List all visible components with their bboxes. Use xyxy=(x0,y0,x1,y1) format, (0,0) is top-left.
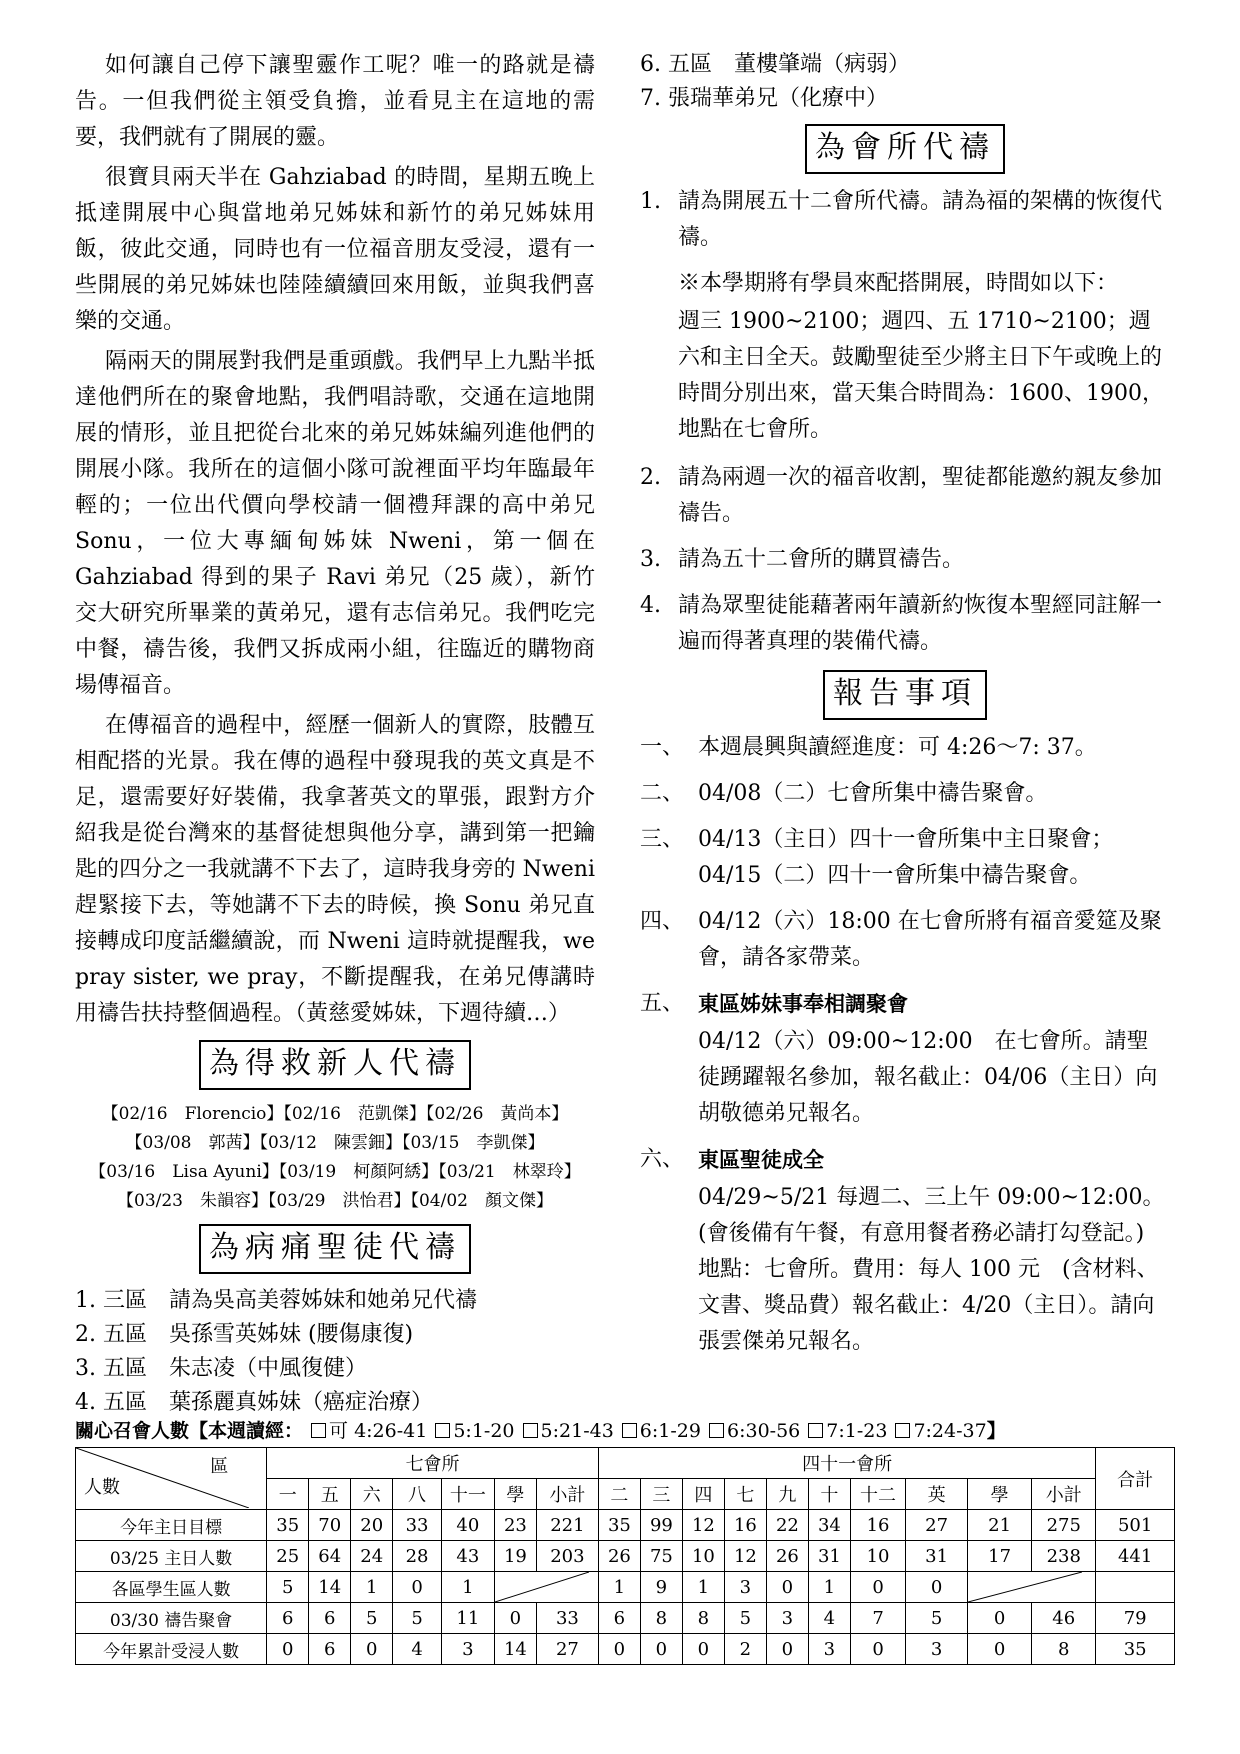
meeting-hall-title: 為會所代禱 xyxy=(805,124,1005,174)
district-header: 十二 xyxy=(850,1479,905,1510)
item-text: 04/08（二）七會所集中禱告聚會。 xyxy=(698,781,1048,806)
item-text: 04/13（主日）四十一會所集中主日聚會；04/15（二）四十一會所集中禱告聚會。 xyxy=(698,827,1114,888)
table-cell: 21 xyxy=(968,1510,1032,1541)
table-header-row xyxy=(76,1448,1175,1479)
table-cell: 43 xyxy=(441,1541,494,1572)
reading-label: 【本週讀經： xyxy=(189,1420,304,1442)
district-header: 六 xyxy=(351,1479,393,1510)
district-header: 十 xyxy=(808,1479,850,1510)
table-cell: 24 xyxy=(351,1541,393,1572)
announcement-heading: 東區聖徒成全 xyxy=(698,1148,824,1172)
table-cell: 5 xyxy=(393,1603,442,1634)
table-cell: 0 xyxy=(267,1634,309,1665)
new-believers-row: 【03/08 郭茜】【03/12 陳雲鈿】【03/15 李凱傑】 xyxy=(125,1133,545,1153)
reading-option: 6:1-29 xyxy=(639,1420,701,1442)
list-item: 4. 五區 葉孫麗真姊妹（癌症治療） xyxy=(75,1390,433,1415)
table-cell: 0 xyxy=(682,1634,724,1665)
table-cell: 238 xyxy=(1032,1541,1096,1572)
table-cell: 16 xyxy=(724,1510,766,1541)
district-header: 學 xyxy=(968,1479,1032,1510)
table-cell: 0 xyxy=(968,1603,1032,1634)
reading-option: 7:1-23 xyxy=(826,1420,888,1442)
district-header: 四 xyxy=(682,1479,724,1510)
attendance-header xyxy=(75,1418,1175,1444)
table-cell: 3 xyxy=(441,1634,494,1665)
table-cell: 7 xyxy=(850,1603,905,1634)
table-cell: 64 xyxy=(309,1541,351,1572)
district-header: 小計 xyxy=(1032,1479,1096,1510)
reading-checkbox[interactable] xyxy=(709,1423,724,1438)
sick-saints-title: 為病痛聖徒代禱 xyxy=(199,1224,471,1274)
row-label: 今年主日目標 xyxy=(76,1510,267,1541)
table-cell: 3 xyxy=(766,1603,808,1634)
sick-saints-list-continued xyxy=(640,48,1170,116)
reading-checkbox[interactable] xyxy=(622,1423,637,1438)
reading-option: 5:1-20 xyxy=(453,1420,515,1442)
table-cell: 6 xyxy=(267,1603,309,1634)
new-believers-row: 【02/16 Florencio】【02/16 范凱傑】【02/26 黃尚本】 xyxy=(101,1104,569,1124)
table-cell: 8 xyxy=(682,1603,724,1634)
announcement-item xyxy=(640,776,1170,812)
article-paragraph: 很寶貝兩天半在 Gahziabad 的時間，星期五晚上抵達開展中心與當地弟兄姊妹和新竹的弟兄姊妹用飯，彼此交通，同時也有一位福音朋友受浸，還有一些開展的弟兄姊妹也陸陸續續回來用飯，並與我們喜樂的交通。 xyxy=(75,165,595,334)
announcement-body: 04/12（六）09:00~12:00 在七會所。請聖徒踴躍報名參加，報名截止：04/06（主日）向胡敬德弟兄報名。 xyxy=(698,1029,1158,1126)
table-cell: 6 xyxy=(598,1603,640,1634)
table-cell: 75 xyxy=(640,1541,682,1572)
announcement-item xyxy=(640,822,1170,894)
table-cell: 0 xyxy=(766,1634,808,1665)
item-text: 請為眾聖徒能藉著兩年讀新約恢復本聖經同註解一遍而得著真理的裝備代禱。 xyxy=(678,593,1163,654)
table-cell: 20 xyxy=(351,1510,393,1541)
table-row xyxy=(76,1603,1175,1634)
table-row xyxy=(76,1634,1175,1665)
table-cell: 28 xyxy=(393,1541,442,1572)
item-text: 04/12（六）18:00 在七會所將有福音愛筵及聚會，請各家帶菜。 xyxy=(698,909,1162,970)
table-cell: 34 xyxy=(808,1510,850,1541)
district-header: 七 xyxy=(724,1479,766,1510)
table-cell: 26 xyxy=(766,1541,808,1572)
table-cell: 203 xyxy=(536,1541,598,1572)
table-cell: 0 xyxy=(351,1634,393,1665)
hall-41-header: 四十一會所 xyxy=(598,1448,1095,1479)
table-cell: 33 xyxy=(393,1510,442,1541)
table-cell: 26 xyxy=(598,1541,640,1572)
table-cell: 99 xyxy=(640,1510,682,1541)
hall-note: ※本學期將有學員來配搭開展，時間如以下： xyxy=(678,271,1119,296)
new-believers-list xyxy=(75,1100,595,1216)
item-number: 五、 xyxy=(640,991,685,1016)
hall-prayer-item xyxy=(640,460,1170,532)
new-believers-row: 【03/16 Lisa Ayuni】【03/19 柯顏阿綉】【03/21 林翠玲】 xyxy=(89,1162,581,1182)
district-header: 二 xyxy=(598,1479,640,1510)
hall-prayer-item xyxy=(640,542,1170,578)
table-cell xyxy=(1096,1572,1175,1603)
district-header: 英 xyxy=(906,1479,968,1510)
article-paragraph: 隔兩天的開展對我們是重頭戲。我們早上九點半抵達他們所在的聚會地點，我們唱詩歌，交通在這地開展的情形，並且把從台北來的弟兄姊妹編列進他們的開展小隊。我所在的這個小隊可說裡面平均年臨最年輕的；一位出代價向學校請一個禮拜課的高中弟兄 Sonu，一位大專緬甸姊妹 Nweni，第一個在 Gahziabad 得到的果子 Ravi 弟兄（25 歲），新竹交大研究所畢業的黃弟兄，還有志信弟兄。我們吃完中餐，禱告後，我們又拆成兩小組，往臨近的購物商場傳福音。 xyxy=(75,349,595,698)
table-cell: 5 xyxy=(267,1572,309,1603)
item-text: 本週晨興與讀經進度：可 4:26～7: 37。 xyxy=(698,735,1097,760)
item-number: 三、 xyxy=(640,827,685,852)
district-header: 九 xyxy=(766,1479,808,1510)
table-cell: 275 xyxy=(1032,1510,1096,1541)
table-cell: 0 xyxy=(494,1603,536,1634)
reading-option: 可 4:26-41 xyxy=(329,1420,428,1442)
row-label: 03/30 禱告聚會 xyxy=(76,1603,267,1634)
table-cell: 40 xyxy=(441,1510,494,1541)
empty-slashed-cell xyxy=(968,1572,1096,1603)
item-number: 4. xyxy=(640,593,661,618)
item-text: 請為兩週一次的福音收割，聖徒都能邀約親友參加禱告。 xyxy=(678,465,1163,526)
reading-checkbox[interactable] xyxy=(523,1423,538,1438)
table-cell: 0 xyxy=(640,1634,682,1665)
table-cell: 3 xyxy=(906,1634,968,1665)
table-cell: 16 xyxy=(850,1510,905,1541)
right-column xyxy=(640,48,1170,1370)
table-cell: 23 xyxy=(494,1510,536,1541)
table-cell: 14 xyxy=(494,1634,536,1665)
announcement-body: 04/29~5/21 每週二、三上午 09:00~12:00。(會後備有午餐，有意用餐者務必請打勾登記。) 地點：七會所。費用：每人 100 元 (含材料、文書、獎品費）報名截止：4/20（主日）。請向張雲傑弟兄報名。 xyxy=(698,1185,1165,1354)
table-cell: 8 xyxy=(1032,1634,1096,1665)
table-row xyxy=(76,1510,1175,1541)
announcement-item xyxy=(640,986,1170,1022)
row-label: 今年累計受浸人數 xyxy=(76,1634,267,1665)
announcements-title: 報告事項 xyxy=(823,670,987,720)
new-believers-title: 為得救新人代禱 xyxy=(199,1040,471,1090)
table-cell: 19 xyxy=(494,1541,536,1572)
table-cell: 5 xyxy=(351,1603,393,1634)
table-cell: 70 xyxy=(309,1510,351,1541)
table-cell: 1 xyxy=(682,1572,724,1603)
district-header: 五 xyxy=(309,1479,351,1510)
table-cell: 0 xyxy=(393,1572,442,1603)
table-cell: 12 xyxy=(682,1510,724,1541)
item-number: 六、 xyxy=(640,1147,685,1172)
table-cell: 35 xyxy=(1096,1634,1175,1665)
district-header: 八 xyxy=(393,1479,442,1510)
table-cell: 1 xyxy=(808,1572,850,1603)
hall-prayer-item xyxy=(640,588,1170,660)
table-cell: 3 xyxy=(724,1572,766,1603)
reading-option: 5:21-43 xyxy=(540,1420,614,1442)
table-cell: 31 xyxy=(906,1541,968,1572)
table-cell: 2 xyxy=(724,1634,766,1665)
left-column xyxy=(75,48,595,1420)
row-label: 各區學生區人數 xyxy=(76,1572,267,1603)
reading-checkbox[interactable] xyxy=(808,1423,823,1438)
table-cell: 5 xyxy=(724,1603,766,1634)
list-item: 7. 張瑞華弟兄（化療中） xyxy=(640,86,888,111)
table-cell: 6 xyxy=(309,1634,351,1665)
table-cell: 5 xyxy=(906,1603,968,1634)
item-number: 2. xyxy=(640,465,661,490)
table-cell: 11 xyxy=(441,1603,494,1634)
announcement-item xyxy=(640,1142,1170,1178)
table-cell: 10 xyxy=(682,1541,724,1572)
list-item: 2. 五區 吳孫雪英姊妹 (腰傷康復) xyxy=(75,1322,414,1347)
reading-checkbox[interactable] xyxy=(895,1423,910,1438)
table-cell: 0 xyxy=(766,1572,808,1603)
district-header: 一 xyxy=(267,1479,309,1510)
announcement-heading: 東區姊妹事奉相調聚會 xyxy=(698,992,908,1016)
total-header: 合計 xyxy=(1096,1448,1175,1510)
table-cell: 14 xyxy=(309,1572,351,1603)
table-cell: 0 xyxy=(850,1572,905,1603)
table-cell: 27 xyxy=(906,1510,968,1541)
corner-district-label: 區 xyxy=(210,1456,229,1477)
district-header: 十一 xyxy=(441,1479,494,1510)
table-cell: 1 xyxy=(351,1572,393,1603)
table-cell: 35 xyxy=(598,1510,640,1541)
table-cell: 4 xyxy=(393,1634,442,1665)
table-row xyxy=(76,1541,1175,1572)
table-cell: 441 xyxy=(1096,1541,1175,1572)
table-cell: 46 xyxy=(1032,1603,1096,1634)
reading-checkbox[interactable] xyxy=(311,1423,326,1438)
item-number: 四、 xyxy=(640,909,685,934)
list-item: 1. 三區 請為吳高美蓉姊妹和她弟兄代禱 xyxy=(75,1288,477,1313)
reading-option: 6:30-56 xyxy=(726,1420,801,1442)
reading-checkbox[interactable] xyxy=(435,1423,450,1438)
item-text: 請為開展五十二會所代禱。請為福的架構的恢復代禱。 xyxy=(678,189,1163,250)
table-body xyxy=(76,1510,1175,1665)
table-cell: 17 xyxy=(968,1541,1032,1572)
article-paragraph: 在傳福音的過程中，經歷一個新人的實際，肢體互相配搭的光景。我在傳的過程中發現我的英文真是不足，還需要好好裝備，我拿著英文的單張，跟對方介紹我是從台灣來的基督徒想與他分享，講到第一把鑰匙的四分之一我就講不下去了，這時我身旁的 Nweni 趕緊接下去，等她講不下去的時候，換 Sonu 弟兄直接轉成印度話繼續說，而 Nweni 這時就提醒我，we pray sister, we pray，不斷提醒我，在弟兄傳講時用禱告扶持整個過程。（黃慈愛姊妹，下週待續…） xyxy=(75,713,595,1026)
table-cell: 25 xyxy=(267,1541,309,1572)
table-cell: 0 xyxy=(598,1634,640,1665)
table-cell: 0 xyxy=(850,1634,905,1665)
table-cell: 27 xyxy=(536,1634,598,1665)
reading-option: 7:24-37 xyxy=(913,1420,987,1442)
attendance-title: 關心召會人數 xyxy=(75,1420,190,1442)
reading-end: 】 xyxy=(986,1420,1006,1442)
table-cell: 0 xyxy=(906,1572,968,1603)
table-cell: 1 xyxy=(441,1572,494,1603)
item-number: 二、 xyxy=(640,781,685,806)
table-cell: 35 xyxy=(267,1510,309,1541)
article-paragraph: 如何讓自己停下讓聖靈作工呢？唯一的路就是禱告。一但我們從主領受負擔，並看見主在這地的需要，我們就有了開展的靈。 xyxy=(75,53,595,150)
announcement-item xyxy=(640,904,1170,976)
table-row xyxy=(76,1572,1175,1603)
table-cell: 33 xyxy=(536,1603,598,1634)
table-corner xyxy=(76,1448,267,1510)
table-cell: 10 xyxy=(850,1541,905,1572)
hall-prayer-item xyxy=(640,184,1170,256)
district-header: 三 xyxy=(640,1479,682,1510)
district-header: 學 xyxy=(494,1479,536,1510)
table-cell: 9 xyxy=(640,1572,682,1603)
item-number: 3. xyxy=(640,547,661,572)
list-item: 3. 五區 朱志凌（中風復健） xyxy=(75,1356,367,1381)
table-cell: 501 xyxy=(1096,1510,1175,1541)
hall-7-header: 七會所 xyxy=(267,1448,599,1479)
table-cell: 4 xyxy=(808,1603,850,1634)
attendance-table xyxy=(75,1447,1175,1665)
table-cell: 12 xyxy=(724,1541,766,1572)
table-cell: 22 xyxy=(766,1510,808,1541)
hall-note: 週三 1900~2100；週四、五 1710~2100；週六和主日全天。鼓勵聖徒至少將主日下午或晚上的時間分別出來，當天集合時間為：1600、1900，地點在七會所。 xyxy=(678,309,1164,442)
table-cell: 221 xyxy=(536,1510,598,1541)
announcement-item xyxy=(640,730,1170,766)
table-cell: 79 xyxy=(1096,1603,1175,1634)
list-item: 6. 五區 董樓肇端（病弱） xyxy=(640,52,910,77)
row-label: 03/25 主日人數 xyxy=(76,1541,267,1572)
new-believers-row: 【03/23 朱韻容】【03/29 洪怡君】【04/02 顏文傑】 xyxy=(117,1191,553,1211)
corner-count-label: 人數 xyxy=(84,1477,120,1498)
table-cell: 6 xyxy=(309,1603,351,1634)
sick-saints-list xyxy=(75,1284,595,1420)
item-number: 一、 xyxy=(640,735,685,760)
table-cell: 0 xyxy=(968,1634,1032,1665)
district-header: 小計 xyxy=(536,1479,598,1510)
table-cell: 8 xyxy=(640,1603,682,1634)
item-number: 1. xyxy=(640,189,661,214)
table-cell: 3 xyxy=(808,1634,850,1665)
table-cell: 31 xyxy=(808,1541,850,1572)
empty-slashed-cell xyxy=(494,1572,598,1603)
table-cell: 1 xyxy=(598,1572,640,1603)
item-text: 請為五十二會所的購買禱告。 xyxy=(678,547,965,572)
